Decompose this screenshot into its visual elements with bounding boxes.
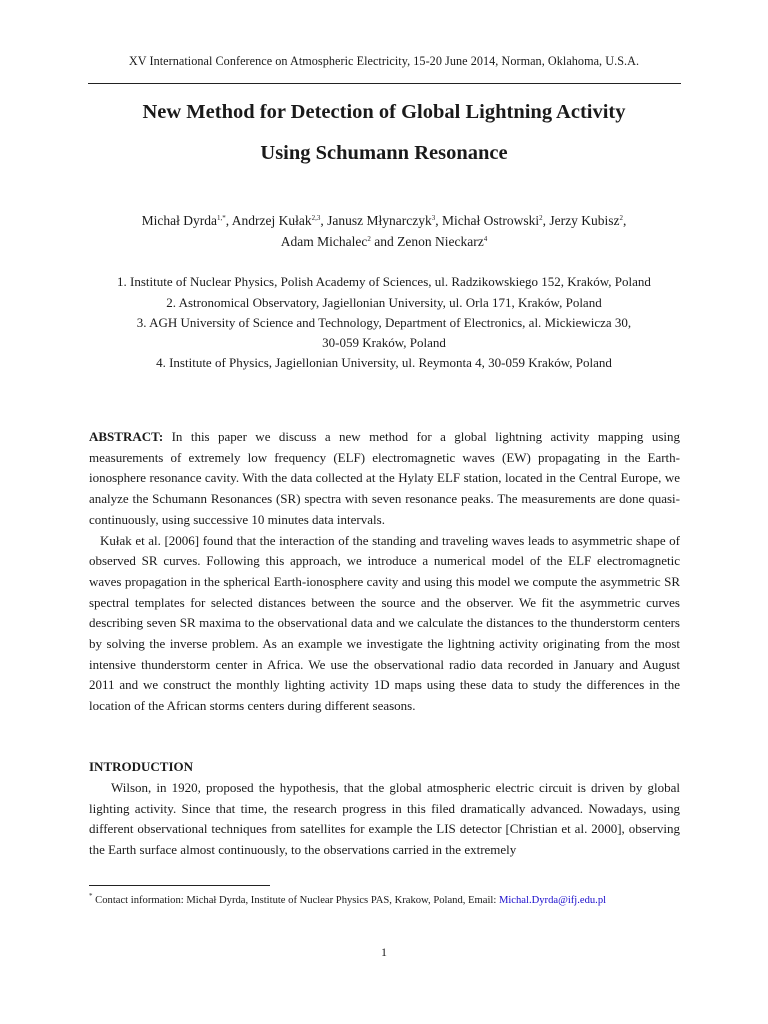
affiliation-3-cont: 30-059 Kraków, Poland: [322, 335, 446, 350]
footnote-text: Contact information: Michał Dyrda, Institute of Nuclear Physics PAS, Krakow, Poland, Email:: [95, 895, 499, 906]
author-list-line-2: [0, 234, 768, 250]
author-separator: ,: [435, 213, 442, 228]
author-affiliation-mark: 4: [483, 235, 488, 243]
author-name: Andrzej Kułak: [231, 213, 312, 228]
author-list-line-1: [0, 213, 768, 229]
author-name: Jerzy Kubisz: [549, 213, 620, 228]
affiliation-1: 1. Institute of Nuclear Physics, Polish Academy of Sciences, ul. Radzikowskiego 152, Kraków, Poland: [117, 274, 651, 289]
affiliation-2: 2. Astronomical Observatory, Jagiellonian University, ul. Orla 171, Kraków, Poland: [166, 295, 602, 310]
author-separator: and: [370, 234, 398, 249]
introduction: [89, 778, 680, 861]
author-affiliation-mark: 2: [367, 235, 371, 243]
footnote: [89, 892, 689, 906]
affiliation-3: 3. AGH University of Science and Technology, Department of Electronics, al. Mickiewicza 30,: [136, 315, 632, 330]
author-name: Michał Dyrda: [141, 213, 218, 228]
introduction-heading: INTRODUCTION: [89, 759, 194, 774]
author-affiliation-mark: 1,*: [217, 214, 226, 222]
author-separator: ,: [225, 213, 232, 228]
page-number: 1: [381, 945, 387, 959]
affiliation-4: 4. Institute of Physics, Jagiellonian University, ul. Reymonta 4, 30-059 Kraków, Poland: [156, 355, 612, 370]
author-affiliation-mark: 3: [431, 214, 436, 222]
abstract-label: ABSTRACT:: [89, 429, 164, 444]
author-separator: ,: [622, 213, 627, 228]
abstract-text-1: In this paper we discuss a new method for a global lightning activity mapping using measurements of extremely low frequency (ELF) electromagnetic waves (EW) propagating in the Earth-ionosphere resonance cavity. With the data collected at the Hylaty ELF station, located in the Central Europe, we analyze the Schumann Resonances (SR) spectra with seven resonance peaks. The measurements are done quasi-continuously, using successive 10 minutes data intervals.: [89, 429, 680, 527]
author-affiliation-mark: 2: [619, 214, 623, 222]
footnote-rule: [89, 885, 270, 886]
paper-title-line-2: Using Schumann Resonance: [260, 142, 508, 164]
author-separator: ,: [542, 213, 550, 228]
conference-header: XV International Conference on Atmospheric Electricity, 15-20 June 2014, Norman, Oklahoma, U.S.A.: [128, 54, 640, 68]
email-link[interactable]: Michal.Dyrda@ifj.edu.pl: [498, 895, 607, 906]
footnote-mark: *: [89, 892, 93, 900]
author-separator: ,: [320, 213, 328, 228]
author-name: Michał Ostrowski: [441, 213, 540, 228]
introduction-paragraph-1: Wilson, in 1920, proposed the hypothesis, that the global atmospheric electric circuit is driven by global lighting activity. Since that time, the research progress in this filed dramatically advanced. Nowadays, using different observational techniques from satellites for example the LIS detector [Christian et al. 2000], observing the Earth surface almost continuously, to the observations carried in the extremely: [89, 780, 680, 858]
author-name: Janusz Młynarczyk: [327, 213, 432, 228]
author-name: Zenon Nieckarz: [397, 234, 484, 249]
author-affiliation-mark: 2: [539, 214, 543, 222]
abstract-paragraph-2: Kułak et al. [2006] found that the interaction of the standing and traveling waves leads to asymmetric shape of observed SR curves. Following this approach, we introduce a numerical model of the ELF electromagnetic waves propagation in the spherical Earth-ionosphere cavity and using this model we compute the asymmetric SR spectral templates for selected distances between the source and the observer. We fit the asymmetric curves describing seven SR maxima to the observational data and we calculate the distances to the thunderstorm centers by solving the inverse problem. As an example we investigate the lightning activity originating from the most intensive thunderstorm center in Africa. We use the observational radio data recorded in January and August 2011 and we construct the monthly lighting activity 1D maps using these data to study the differences in the location of the African storms centers during different seasons.: [89, 532, 680, 714]
abstract-paragraph-1: [89, 427, 680, 531]
paper-title-line-1: New Method for Detection of Global Lightning Activity: [142, 101, 626, 123]
author-name: Adam Michalec: [280, 234, 368, 249]
author-affiliation-mark: 2,3: [311, 214, 321, 222]
header-rule: [88, 83, 681, 84]
abstract: [89, 427, 680, 717]
